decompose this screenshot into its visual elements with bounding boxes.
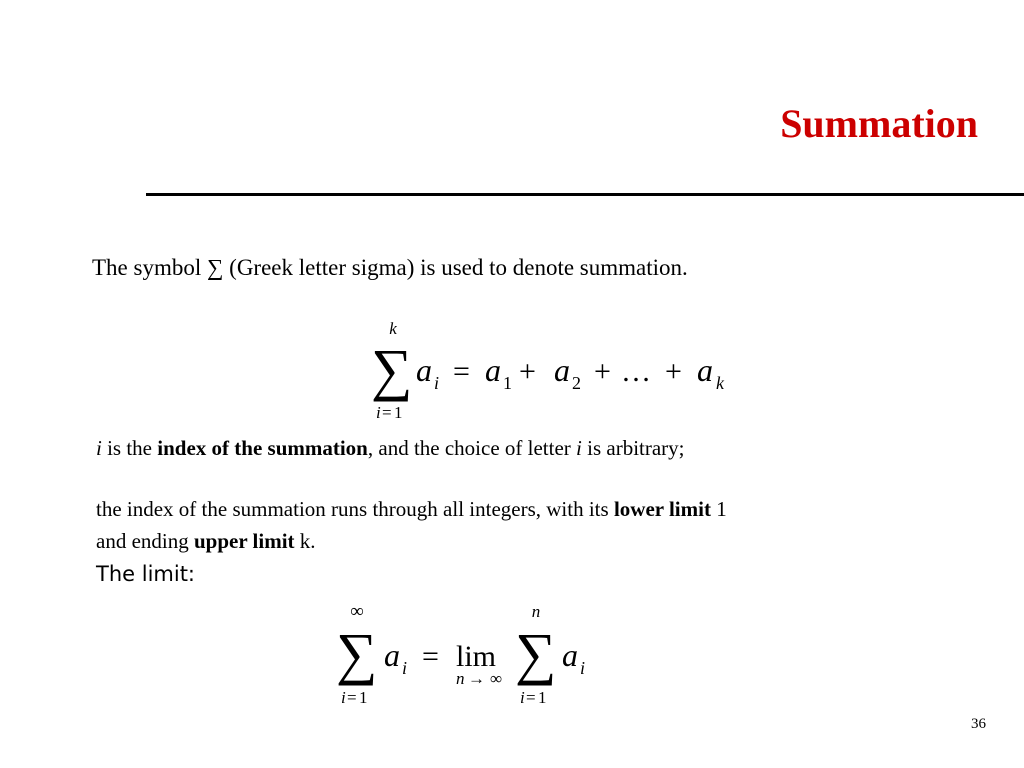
formula2-a1-sub: i bbox=[402, 658, 408, 678]
limits-text-4: k. bbox=[294, 529, 316, 553]
formula1-lhs-a: a bbox=[416, 352, 432, 388]
lower-limit-bold: lower limit bbox=[613, 497, 711, 521]
formula2-a2: a bbox=[562, 637, 578, 673]
formula1-lhs-sub: i bbox=[434, 373, 440, 393]
formula1-plus3: + bbox=[665, 355, 682, 388]
index-text-3: is arbitrary; bbox=[581, 436, 685, 460]
formula1-lower-eq: = bbox=[382, 403, 392, 422]
formula2-lim-sub-var: n bbox=[456, 669, 465, 688]
formula2-sigma2: ∑ bbox=[515, 621, 557, 686]
formula1-termk: a bbox=[697, 352, 713, 388]
formula2-sigma1: ∑ bbox=[336, 621, 378, 686]
intro-text-end: (Greek letter sigma) is used to denote summation. bbox=[223, 255, 688, 280]
formula2-lim-sub-arrow: → bbox=[468, 669, 485, 688]
limit-heading: The limit: bbox=[96, 562, 196, 586]
formula2-lower1-var: i bbox=[341, 688, 346, 707]
index-var: i bbox=[96, 436, 102, 460]
upper-limit-bold: upper limit bbox=[193, 529, 295, 553]
formula1-termk-sub: k bbox=[716, 373, 724, 393]
formula2-upper2: n bbox=[531, 602, 541, 621]
limits-text-2: 1 bbox=[710, 497, 727, 521]
formula2-lim: lim bbox=[456, 640, 497, 673]
formula2-lower1-eq: = bbox=[347, 688, 357, 707]
limits-text-1: the index of the summation runs through all integers, with its bbox=[96, 497, 614, 521]
formula2-a2-sub: i bbox=[580, 658, 586, 678]
formula1-lower-val: 1 bbox=[394, 403, 403, 422]
formula2-lower2-eq: = bbox=[526, 688, 536, 707]
formula1-term2-sub: 2 bbox=[572, 373, 581, 393]
formula1-sigma: ∑ bbox=[371, 337, 413, 402]
intro-text-start: The symbol bbox=[92, 255, 207, 280]
sigma-symbol-inline: ∑ bbox=[207, 255, 224, 280]
index-text-1: is the bbox=[101, 436, 158, 460]
formula2-lower1-val: 1 bbox=[359, 688, 368, 707]
formula1-plus2: + bbox=[594, 355, 611, 388]
formula1-plus1: + bbox=[519, 355, 536, 388]
formula2-lower2-var: i bbox=[520, 688, 525, 707]
formula2-upper1: ∞ bbox=[350, 601, 364, 622]
index-var-2: i bbox=[576, 436, 582, 460]
formula1-term1: a bbox=[485, 352, 501, 388]
formula1-term1-sub: 1 bbox=[503, 373, 512, 393]
limits-text-3: and ending bbox=[96, 529, 194, 553]
index-text-2: , and the choice of letter bbox=[367, 436, 577, 460]
formula1-ellipsis: … bbox=[621, 355, 651, 388]
formula1-equals: = bbox=[453, 355, 470, 388]
slide-number: 36 bbox=[971, 716, 986, 732]
formula2-lim-sub-inf: ∞ bbox=[490, 669, 503, 688]
formula2-a1: a bbox=[384, 637, 400, 673]
formula2-lower2-val: 1 bbox=[538, 688, 547, 707]
formula1-lower-var: i bbox=[376, 403, 381, 422]
index-term-bold: index of the summation bbox=[157, 436, 368, 460]
formula2-equals: = bbox=[422, 640, 439, 673]
formula1-term2: a bbox=[554, 352, 570, 388]
formula1-upper-limit: k bbox=[389, 319, 397, 338]
slide-title: Summation bbox=[780, 101, 978, 146]
